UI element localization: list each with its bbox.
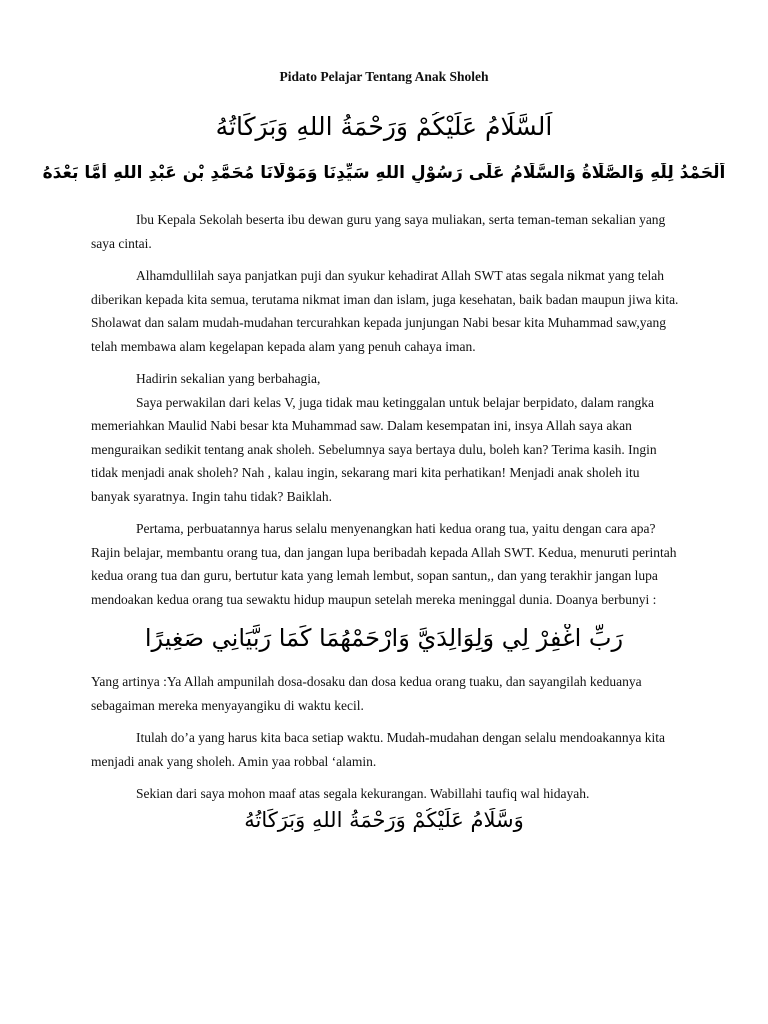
paragraph-closing-prayer: Itulah do’a yang harus kita baca setiap waktu. Mudah-mudahan dengan selalu mendoakannya kita menjadi anak yang sholeh. Amin yaa robbal ‘alamin. [91,730,665,769]
paragraph-introduction: Saya perwakilan dari kelas V, juga tidak mau ketinggalan untuk belajar berpidato, dalam rangka memeriahkan Maulid Nabi besar kta Muhammad saw. Dalam kesempatan ini, insya Allah saya akan menguraikan sedikit tentang anak sholeh. Sebelumnya saya bertaya dulu, boleh kan? Terima kasih. Ingin tidak menjadi anak sholeh? Nah , kalau ingin, sekarang mari kita perhatikan! Menjadi anak sholeh itu banyak syaratnya. Ingin tahu tidak? Baiklah. [91,394,657,504]
arabic-prayer: رَبِّ اغْفِرْ لِي وَلِوَالِدَيَّ وَارْحَمْهُمَا كَمَا رَبَّيَانِي صَغِيرًا [144,624,624,652]
paragraph-audience: Hadirin sekalian yang berbahagia, [136,371,321,386]
paragraph-greeting: Ibu Kepala Sekolah beserta ibu dewan guru yang saya muliakan, serta teman-teman sekalian yang saya cintai. [91,212,666,251]
arabic-hamdalah: اَلْحَمْدُ لِلّٰهِ وَالصَّلَاةُ وَالسَّلَامُ عَلَى رَسُوْلِ اللهِ سَيِّدِنَا وَمَوْلَانَا مُحَمَّدِ بْنِ عَبْدِ اللهِ أَمَّا بَعْدَهُ [42,163,726,183]
arabic-salam-closing: وَسَّلَامُ عَلَيْكُمْ وَرَحْمَةُ اللهِ وَبَرَكَاتُهُ [244,808,524,832]
arabic-salam-opening: اَلسَّلَامُ عَلَيْكُمْ وَرَحْمَةُ اللهِ وَبَرَكَاتُهُ [215,112,553,141]
paragraph-prayer-meaning: Yang artinya :Ya Allah ampunilah dosa-dosaku dan dosa kedua orang tuaku, dan sayangilah keduanya sebagaiman mereka menyayangiku di waktu kecil. [91,674,642,713]
speech-body-part-1 [91,208,681,620]
paragraph-requirements: Pertama, perbuatannya harus selalu menyenangkan hati kedua orang tua, yaitu dengan cara apa? Rajin belajar, membantu orang tua, dan jangan lupa beribadah kepada Allah SWT. Kedua, menuruti perintah kedua orang tua dan guru, bertutur kata yang lemah lembut, sopan santun,, dan yang terakhir jangan lupa mendoakan kedua orang tua sewaktu hidup maupun setelah mereka meninggal dunia. Doanya berbunyi : [91,521,677,607]
paragraph-closing: Sekian dari saya mohon maaf atas segala kekurangan. Wabillahi taufiq wal hidayah. [136,786,590,801]
speech-body-part-2 [91,670,681,815]
paragraph-gratitude: Alhamdullilah saya panjatkan puji dan syukur kehadirat Allah SWT atas segala nikmat yang telah diberikan kepada kita semua, terutama nikmat iman dan islam, juga kesehatan, baik badan maupun jiwa kita. Sholawat dan salam mudah-mudahan tercurahkan kepada junjungan Nabi besar kita Muhammad saw,yang telah membawa alam kegelapan kepada alam yang penuh cahaya iman. [91,268,679,354]
document-title: Pidato Pelajar Tentang Anak Sholeh [279,69,489,84]
